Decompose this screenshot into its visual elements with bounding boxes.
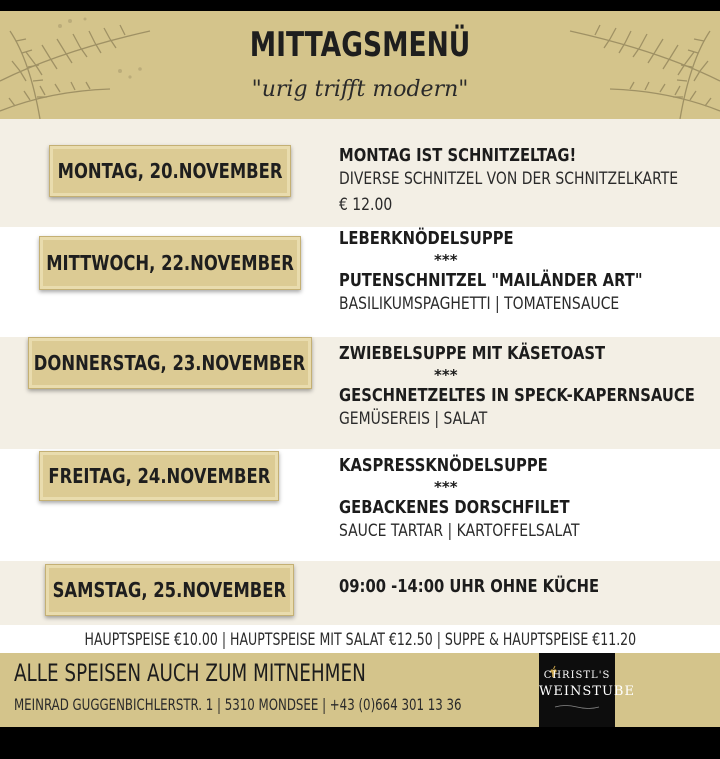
menu-samstag [339, 575, 709, 599]
menu-line: PUTENSCHNITZEL "MAILÄNDER ART" [339, 270, 643, 291]
menu-line: GESCHNETZELTES IN SPECK-KAPERNSAUCE [339, 385, 695, 406]
separator-stars: *** [434, 478, 458, 496]
day-label-montag: MONTAG, 20.NOVEMBER [49, 145, 291, 197]
menu-page [0, 11, 720, 727]
header-banner [0, 11, 720, 119]
day-row-donnerstag [0, 337, 720, 449]
day-label-freitag: FREITAG, 24.NOVEMBER [39, 451, 279, 501]
separator-stars: *** [434, 251, 458, 269]
footer-banner [0, 653, 720, 727]
day-row-freitag [0, 449, 720, 561]
menu-mittwoch [339, 227, 709, 316]
day-label-donnerstag: DONNERSTAG, 23.NOVEMBER [28, 337, 312, 389]
logo-line-1: CHRISTL'S [543, 670, 611, 681]
menu-donnerstag [339, 342, 709, 431]
page-subtitle: "urig trifft modern" [251, 77, 469, 102]
menu-line: LEBERKNÖDELSUPPE [339, 228, 514, 249]
menu-line: DIVERSE SCHNITZEL VON DER SCHNITZELKARTE [339, 169, 679, 189]
menu-line: BASILIKUMSPAGHETTI | TOMATENSAUCE [339, 294, 620, 314]
takeaway-note: ALLE SPEISEN AUCH ZUM MITNEHMEN [14, 659, 366, 687]
day-row-mittwoch [0, 227, 720, 337]
swirl-ornament-icon [553, 704, 601, 710]
menu-line: MONTAG IST SCHNITZELTAG! [339, 145, 577, 166]
day-label-mittwoch: MITTWOCH, 22.NOVEMBER [39, 236, 301, 290]
price-summary: HAUPTSPEISE €10.00 | HAUPTSPEISE MIT SALAT €12.50 | SUPPE & HAUPTSPEISE €11.20 [0, 625, 720, 655]
price-line: € 12.00 [339, 195, 393, 215]
day-row-montag [0, 119, 720, 227]
menu-line: GEMÜSEREIS | SALAT [339, 409, 488, 429]
day-row-samstag [0, 561, 720, 625]
menu-line: KASPRESSKNÖDELSUPPE [339, 455, 548, 476]
address-line: MEINRAD GUGGENBICHLERSTR. 1 | 5310 MONDSEE | +43 (0)664 301 13 36 [14, 695, 462, 714]
day-label-samstag: SAMSTAG, 25.NOVEMBER [45, 564, 294, 616]
separator-stars: *** [434, 366, 458, 384]
menu-montag [339, 144, 709, 217]
weinstube-logo [539, 653, 635, 727]
menu-line: SAUCE TARTAR | KARTOFFELSALAT [339, 521, 580, 541]
page-title: MITTAGSMENÜ [249, 25, 471, 65]
menu-line: ZWIEBELSUPPE MIT KÄSETOAST [339, 343, 606, 364]
logo-line-2: WEINSTUBE [539, 684, 635, 699]
menu-freitag [339, 454, 709, 543]
menu-line: 09:00 -14:00 UHR OHNE KÜCHE [339, 576, 600, 597]
menu-line: GEBACKENES DORSCHFILET [339, 497, 570, 518]
